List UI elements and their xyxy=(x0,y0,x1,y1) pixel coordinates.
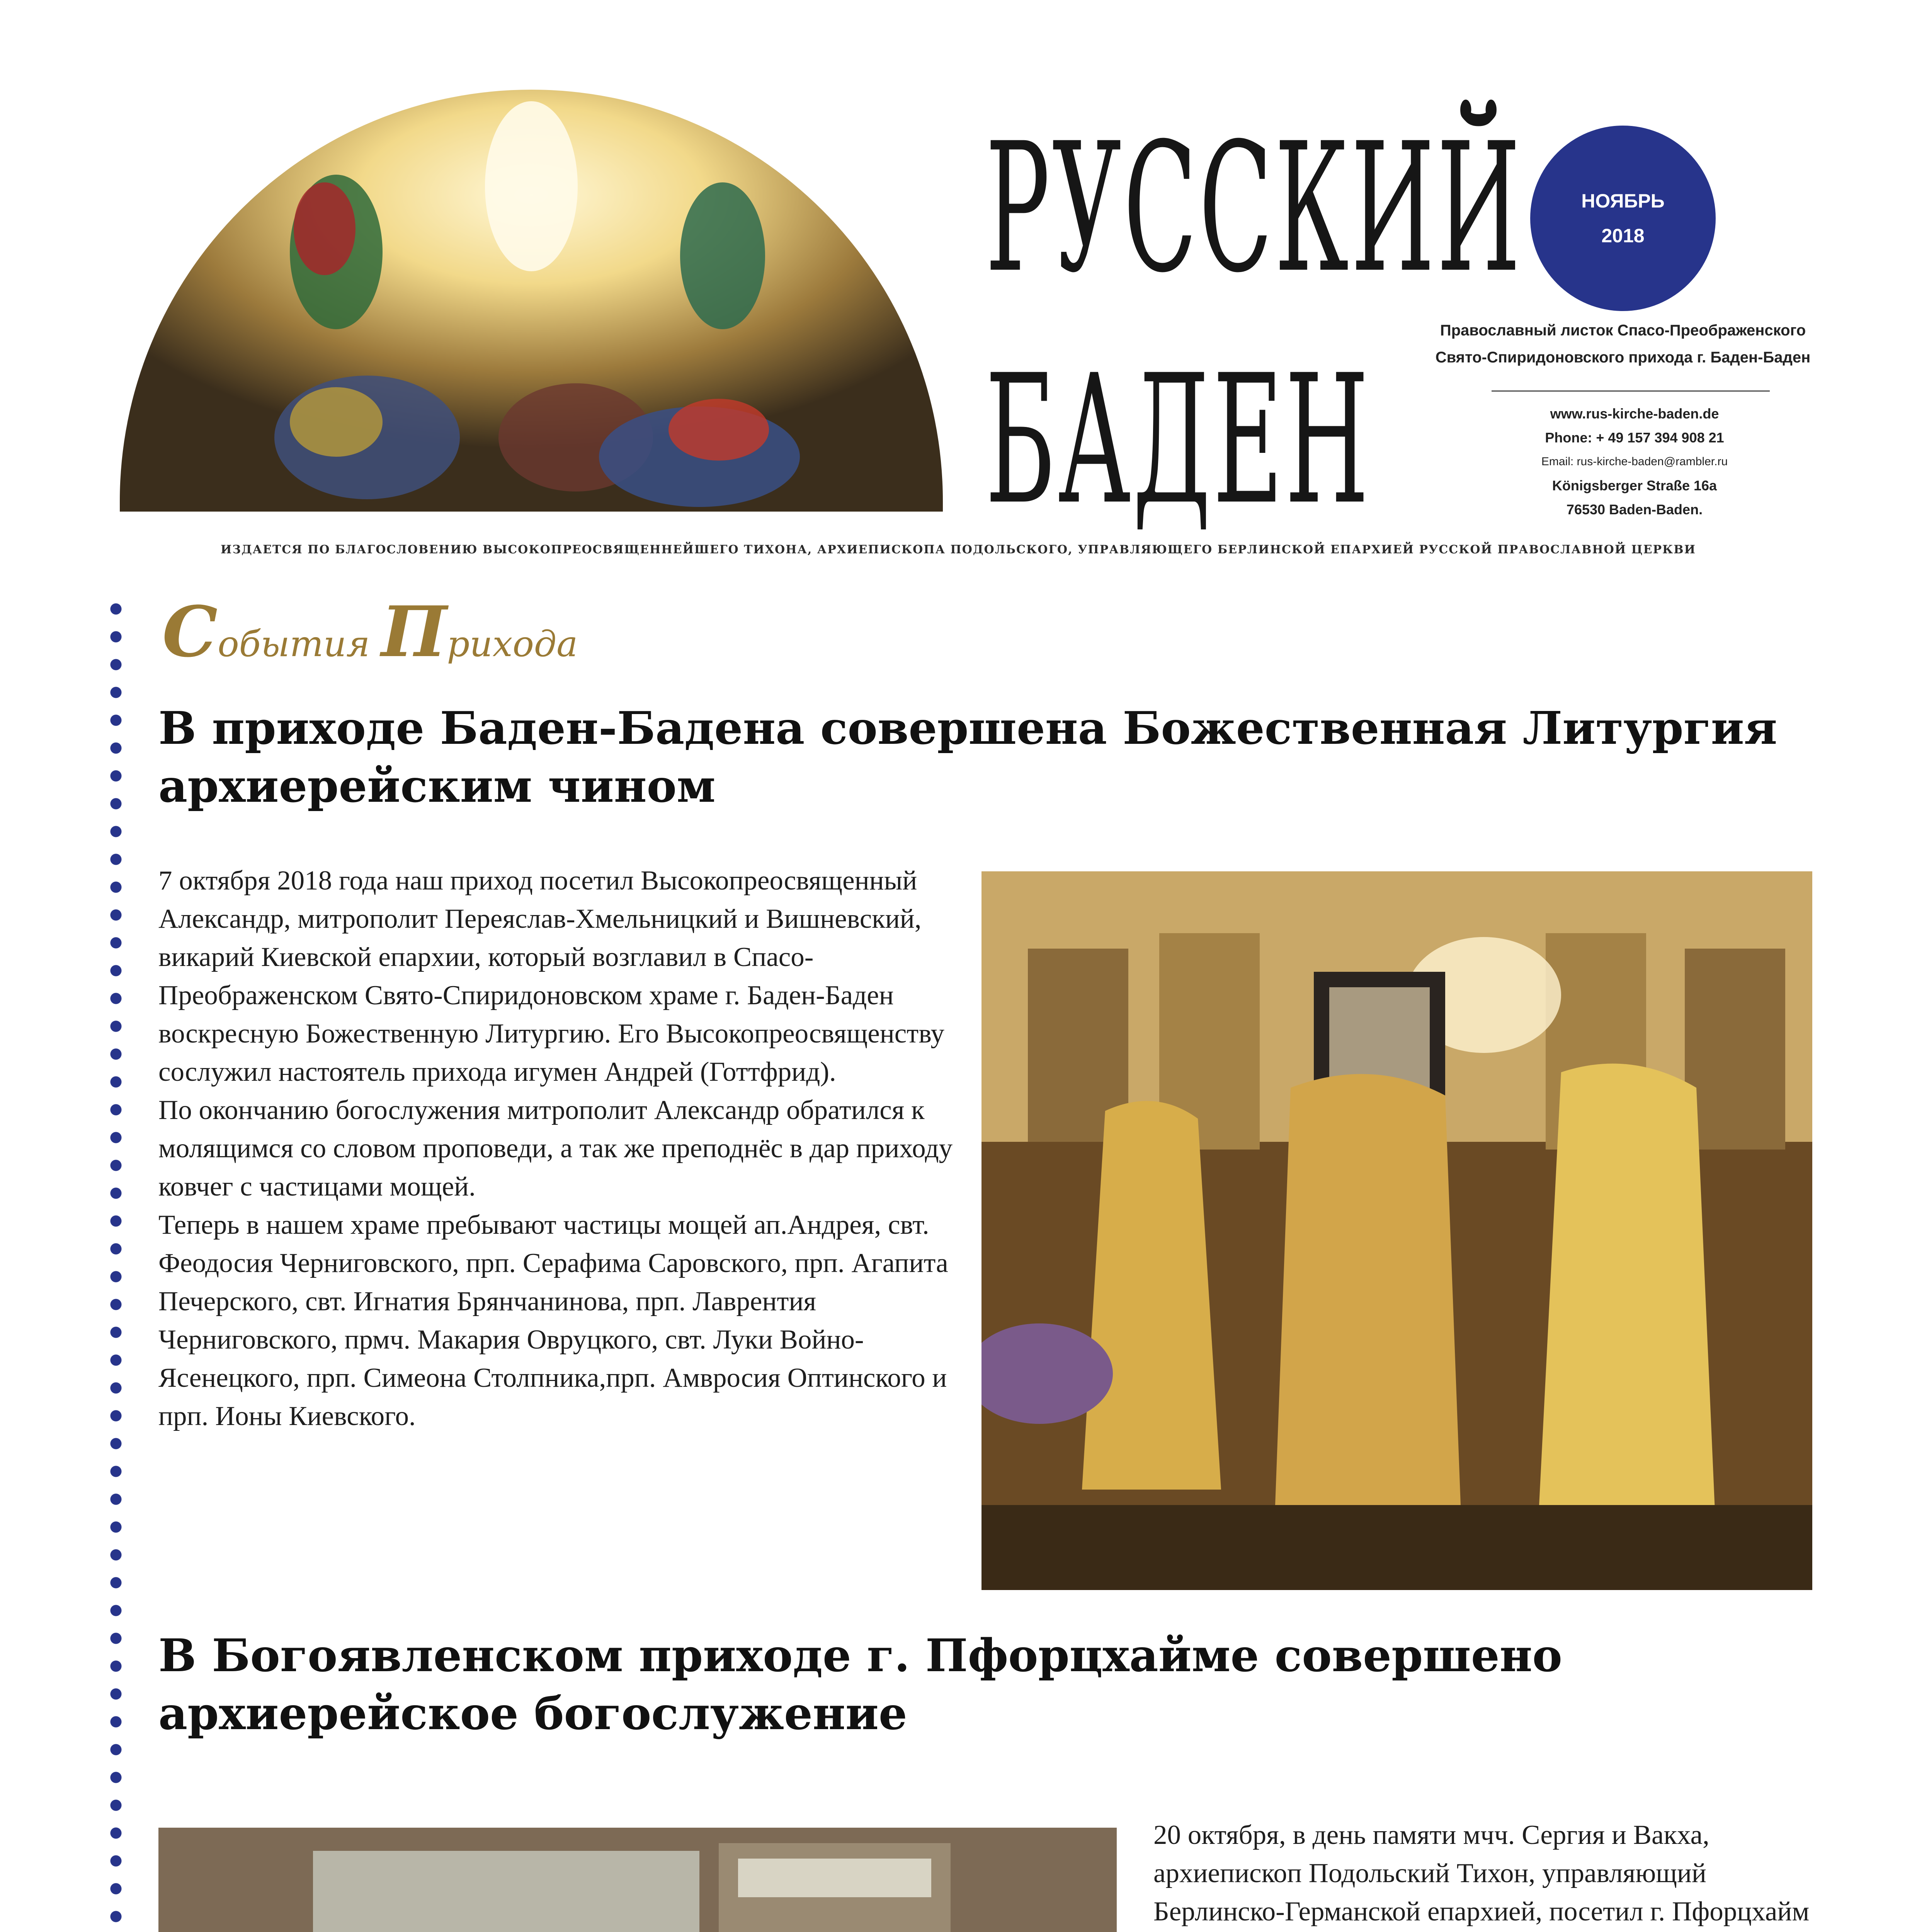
article-1-paragraph: Теперь в нашем храме пребывают частицы мощей ап.Андрея, свт. Феодосия Черниговского, прп. Серафима Саровского, прп. Агапита Печерского, свт. Игнатия Брянчанинова, прп. Лаврентия Черниговского, прмч. Макария Овруцкого, свт. Луки Войно-Ясенецкого, прп. Симеона Столпника,прп. Амвросия Оптинского и прп. Ионы Киевского. xyxy=(158,1210,948,1431)
city-address: 76530 Baden-Baden. xyxy=(1566,502,1703,517)
article-1-paragraph: 7 октября 2018 года наш приход посетил Высокопреосвященный Александр, митрополит Переяслав-Хмельницкий и Вишневский, викарий Киевской епархии, который возглавил в Спасо-Преображенском Свято-Спиридоновском храме г. Баден-Баден воскресную Божественную Литургию. Его Высокопреосвященству сослужил настоятель прихода игумен Андрей (Готтфрид). xyxy=(158,866,944,1087)
website-link[interactable]: www.rus-kirche-baden.de xyxy=(1550,406,1719,422)
masthead-title xyxy=(985,93,1523,556)
section-label-cap-1: С xyxy=(162,591,218,673)
article-2-photo xyxy=(158,1828,1117,1932)
article-1-body xyxy=(158,862,989,1435)
article-2-headline: В Богоявленском приходе г. Пфорцхайме совершено архиерейское богослужение xyxy=(158,1629,1562,1740)
email-link[interactable]: Email: rus-kirche-baden@rambler.ru xyxy=(1541,455,1728,468)
publication-tagline xyxy=(1426,317,1820,371)
tagline-line-2: Свято-Спиридоновского прихода г. Баден-Баден xyxy=(1435,349,1811,366)
section-label-cap-2: П xyxy=(381,591,447,673)
street-address: Königsberger Straße 16a xyxy=(1552,478,1717,493)
phone-number: Phone: + 49 157 394 908 21 xyxy=(1545,430,1724,446)
article-2-body xyxy=(1153,1816,1810,1932)
transfiguration-icon-image xyxy=(120,90,943,512)
blessing-line: ИЗДАЕТСЯ ПО БЛАГОСЛОВЕНИЮ ВЫСОКОПРЕОСВЯЩЕННЕЙШЕГО ТИХОНА, АРХИЕПИСКОПА ПОДОЛЬСКОГО, УПРАВЛЯЮЩЕГО БЕРЛИНСКОЙ ЕПАРХИЕЙ РУССКОЙ ПРАВОСЛАВНОЙ ЦЕРКВИ xyxy=(220,543,1696,556)
masthead-line-2: БАДЕН xyxy=(985,337,1371,544)
contact-block xyxy=(1461,402,1808,522)
issue-month: НОЯБРЬ xyxy=(1581,190,1665,212)
article-1-photo xyxy=(981,871,1812,1590)
section-label-rest-2: рихода xyxy=(447,623,578,665)
section-label-rest-1: обытия xyxy=(218,623,381,665)
tagline-line-1: Православный листок Спасо-Преображенского xyxy=(1440,322,1806,339)
issue-date-badge xyxy=(1530,126,1716,311)
dotted-rail-decoration xyxy=(110,595,122,1932)
section-label xyxy=(162,591,578,673)
masthead-line-1: РУССКИЙ xyxy=(985,105,1523,312)
article-1-paragraph: По окончанию богослужения митрополит Александр обратился к молящимся со словом проповеди, а так же преподнёс в дар приходу ковчег с частицами мощей. xyxy=(158,1095,953,1202)
issue-year: 2018 xyxy=(1601,225,1645,247)
article-1-headline: В приходе Баден-Бадена совершена Божественная Литургия архиерейским чином xyxy=(158,702,1778,813)
header-divider xyxy=(1492,390,1770,392)
article-2-paragraph: 20 октября, в день памяти мчч. Сергия и Вакха, архиепископ Подольский Тихон, управляющий Берлинско-Германской епархией, посетил г. Пфорцхайм xyxy=(1153,1820,1810,1927)
